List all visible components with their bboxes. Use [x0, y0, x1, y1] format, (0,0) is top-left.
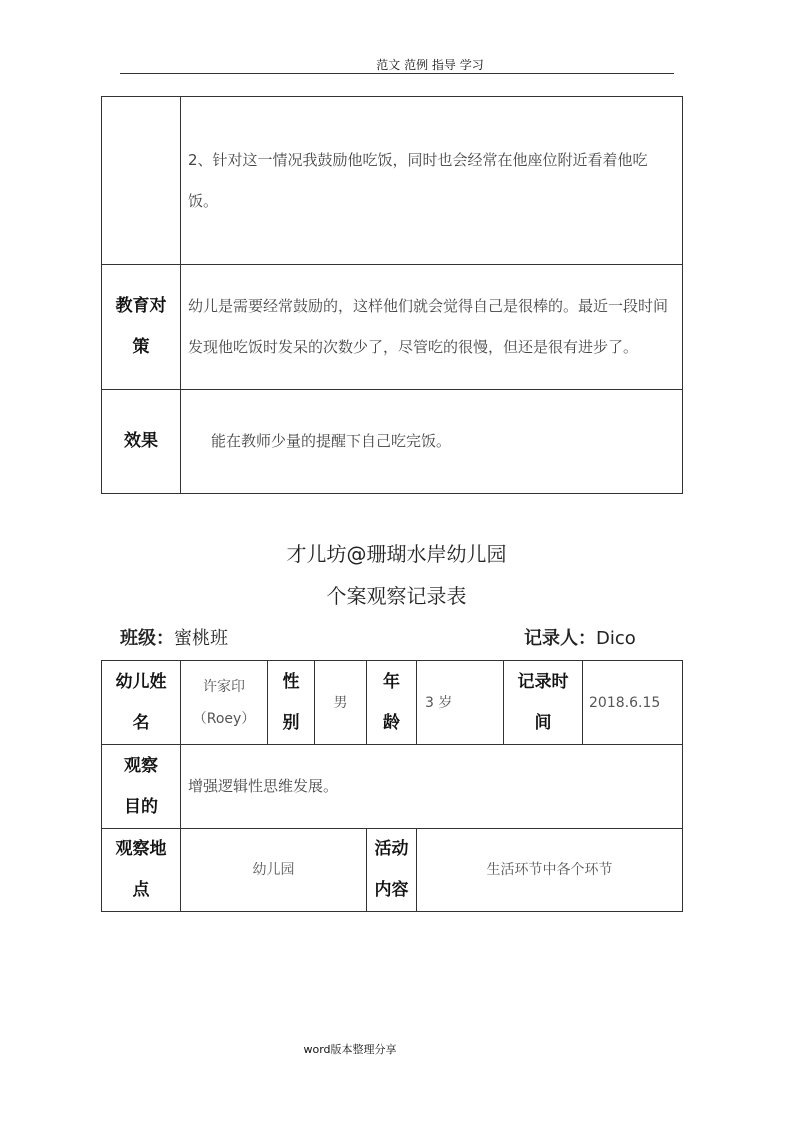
- record-table: [101, 660, 683, 912]
- record-time-value: 2018.6.15: [583, 661, 683, 745]
- child-name-label: 幼儿姓名: [102, 661, 181, 745]
- table-row: [102, 661, 683, 745]
- table-row: [102, 390, 683, 494]
- strategy-step-text: 2、针对这一情况我鼓励他吃饭，同时也会经常在他座位附近看着他吃饭。: [181, 97, 683, 265]
- education-strategy-label: 教育对策: [102, 265, 181, 390]
- header-rule: [120, 73, 674, 74]
- school-title: 才儿坊@珊瑚水岸幼儿园: [286, 542, 507, 566]
- record-time-label: 记录时间: [504, 661, 583, 745]
- effect-text: 能在教师少量的提醒下自己吃完饭。: [181, 390, 683, 494]
- education-strategy-text: 幼儿是需要经常鼓励的，这样他们就会觉得自己是很棒的。最近一段时间发现他吃饭时发呆的次数少了，尽管吃的很慢，但还是很有进步了。: [181, 265, 683, 390]
- activity-content-label: 活动内容: [367, 829, 417, 912]
- observation-purpose-value: 增强逻辑性思维发展。: [181, 745, 683, 829]
- gender-label: 性别: [268, 661, 315, 745]
- table-row: [102, 265, 683, 390]
- class-field: [120, 624, 228, 650]
- gender-value: 男: [315, 661, 367, 745]
- age-value: 3 岁: [417, 661, 504, 745]
- recorder-value: Dico: [596, 628, 636, 649]
- page-footer: word版本整理分享: [303, 1043, 397, 1056]
- effect-label: 效果: [102, 390, 181, 494]
- table-row: [102, 97, 683, 265]
- age-label: 年龄: [367, 661, 417, 745]
- child-name-en: （Roey）: [192, 710, 256, 727]
- class-value: 蜜桃班: [174, 628, 228, 649]
- recorder-label: 记录人：: [524, 628, 596, 649]
- table-row: [102, 829, 683, 912]
- class-label: 班级：: [120, 628, 174, 649]
- observation-place-value: 幼儿园: [181, 829, 367, 912]
- observation-purpose-label: 观察目的: [102, 745, 181, 829]
- recorder-field: [524, 624, 636, 650]
- form-title: 个案观察记录表: [326, 584, 467, 608]
- table-row: [102, 745, 683, 829]
- child-name-value: [181, 661, 268, 745]
- strategy-table: [101, 96, 683, 494]
- page-header: 范文 范例 指导 学习: [376, 58, 484, 72]
- child-name-cn: 许家印: [203, 678, 245, 695]
- row-label-empty: [102, 97, 181, 265]
- activity-content-value: 生活环节中各个环节: [417, 829, 683, 912]
- observation-place-label: 观察地点: [102, 829, 181, 912]
